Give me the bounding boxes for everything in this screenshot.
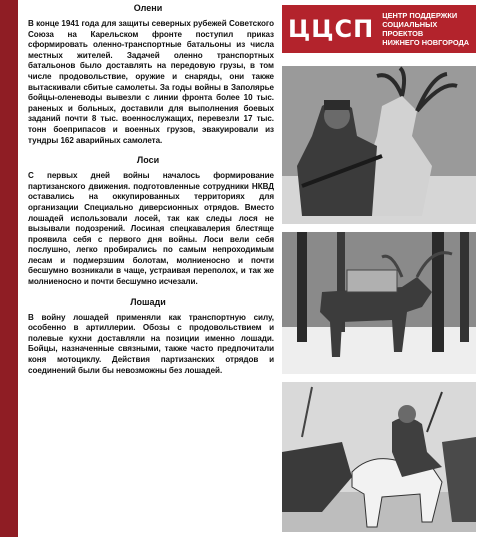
- section-title-horses: Лошади: [130, 296, 166, 307]
- article-column: [22, 2, 274, 385]
- organization-name-line: НИЖНЕГО НОВГОРОДА: [382, 38, 470, 47]
- organization-name-line: ЦЕНТР ПОДДЕРЖКИ: [382, 11, 458, 20]
- organization-name-line: СОЦИАЛЬНЫХ ПРОЕКТОВ: [382, 20, 438, 38]
- section-text-reindeer: В конце 1941 года для защиты северных рубежей Советского Союза на Карельском фронте поступил приказ сформировать оленно-транспортные батальоны из числа местных жителей. Задачей оленно транспортных батальонов было доставлять на передовую грузы, в том числе продовольствие, оружие и снаряды, они также вытаскивали сбитые самолеты. За годы войны в Заполярье бойцы-оленеводы вывезли с линии фронта более 10 тыс. раненых и больных, доставили для выполнения боевых заданий почти 8 тыс. военнослужащих, перевезли 17 тыс. тонн боеприпасов и военных грузов, эвакуировали из тундры 162 аварийных самолета.: [28, 19, 274, 145]
- section-title-moose: Лоси: [136, 155, 160, 166]
- photo-cavalry-charge: [282, 382, 476, 532]
- section-text-moose: С первых дней войны началось формирование партизанского движения. подготовленные сотрудники НКВД оставались на оккупированных территориях для организации Специально диверсионных отрядов. Вместо лошадей использовали лосей, так как следы лося не вызывали подозрений. Лосиная спецкавалерия блестяще проявила себя с первого дня войны. Лоси вели себя послушно, легко пробирались по самым непроходимым лесам и подмерзшим болотам, молниеносно и почти бесшумно возникали в чаще, устраивая переполох, и так же молниеносно и почти бесшумно исчезали.: [28, 171, 274, 287]
- organization-banner: [282, 5, 476, 53]
- organization-name: [382, 11, 476, 47]
- left-accent-bar: [0, 0, 18, 537]
- photo-soldier-with-reindeer: [282, 66, 476, 224]
- organization-logo: ЦЦСП: [288, 15, 375, 43]
- section-title-reindeer: Олени: [133, 3, 163, 13]
- section-text-horses: В войну лошадей применяли как транспортную силу, особенно в артиллерии. Обозы с продовольствием и полевые кухни доставляли на позиции именно лошади. Бойцы, назначенные связными, также часто предпочитали коня мотоциклу. Действия партизанских отрядов и соединений были бы невозможны без лошадей.: [28, 312, 274, 375]
- photo-moose-in-forest: [282, 232, 476, 374]
